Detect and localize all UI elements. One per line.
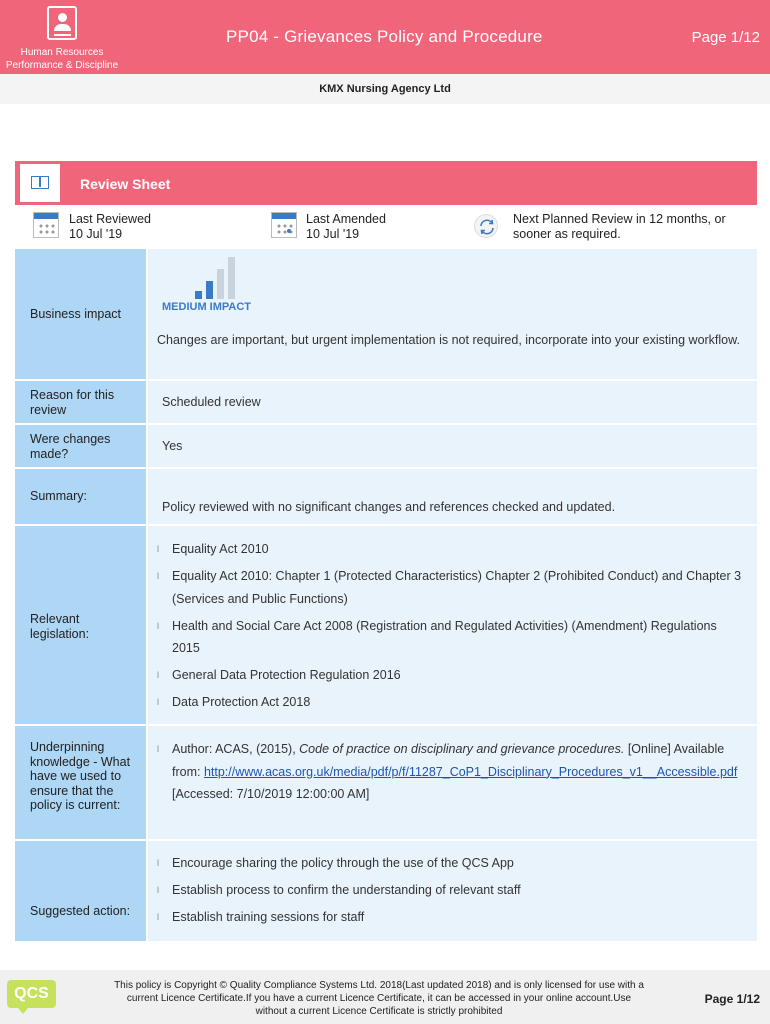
reference-list <box>157 738 745 810</box>
organisation-name: KMX Nursing Agency Ltd <box>0 74 770 104</box>
department-label: Human Resources Performance & Discipline <box>5 47 119 71</box>
list-item: l Data Protection Act 2018 <box>157 695 311 709</box>
underpinning-row <box>15 726 757 841</box>
summary-label: Summary: <box>15 469 146 524</box>
impact-bar <box>228 257 235 299</box>
last-amended: Last Amended 10 Jul '19 <box>306 212 386 241</box>
legislation-value <box>148 526 757 724</box>
business-impact-label: Business impact <box>15 249 146 379</box>
reason-label: Reason for this review <box>15 381 146 423</box>
header-page-number: Page 1/12 <box>691 29 760 46</box>
review-sheet-title: Review Sheet <box>80 176 171 192</box>
legislation-label: Relevant legislation: <box>15 526 146 724</box>
business-impact-value <box>148 249 757 379</box>
list-item: l Encourage sharing the policy through the use of the QCS App <box>157 856 514 870</box>
underpinning-value <box>148 726 757 839</box>
reason-row <box>15 381 757 425</box>
list-item: l Author: ACAS, (2015), Code of practice on disciplinary and grievance procedures. [Online] Available from: http://www.acas.org.uk/media/pdf/p/f/11287_CoP1_Disciplinary_Procedures_v1__Accessible.pdf [Accessed: 7/10/2019 12:00:00 AM] <box>157 742 738 801</box>
document-title: PP04 - Grievances Policy and Procedure <box>226 27 543 46</box>
legislation-list <box>157 538 745 718</box>
impact-bar <box>206 281 213 299</box>
qcs-logo: QCS <box>7 980 56 1008</box>
calendar-icon <box>33 212 59 238</box>
summary-row <box>15 469 757 526</box>
underpinning-label: Underpinning knowledge - What have we used to ensure that the policy is current: <box>15 726 146 839</box>
refresh-icon <box>474 214 498 238</box>
reference-title: Code of practice on disciplinary and grievance procedures. <box>299 742 625 756</box>
review-sheet-header <box>15 161 757 205</box>
hr-badge-icon <box>47 6 77 40</box>
impact-bar <box>217 269 224 299</box>
list-item: l Establish process to confirm the understanding of relevant staff <box>157 883 521 897</box>
page-header <box>0 0 770 74</box>
business-impact-row <box>15 249 757 381</box>
impact-level-bars-icon <box>195 257 239 299</box>
changes-label: Were changes made? <box>15 425 146 467</box>
list-item: l General Data Protection Regulation 2016 <box>157 668 401 682</box>
legislation-row <box>15 526 757 726</box>
list-item: l Equality Act 2010 <box>157 542 269 556</box>
last-reviewed: Last Reviewed 10 Jul '19 <box>69 212 151 241</box>
list-item: l Health and Social Care Act 2008 (Registration and Regulated Activities) (Amendment) Regulations 2015 <box>157 618 717 655</box>
review-dates <box>15 205 757 249</box>
calendar-icon <box>271 212 297 238</box>
footer-page-number: Page 1/12 <box>704 992 760 1006</box>
impact-bar <box>195 291 202 299</box>
suggested-action-value <box>148 841 757 941</box>
open-book-icon <box>20 164 60 202</box>
copyright-notice: This policy is Copyright © Quality Compliance Systems Ltd. 2018(Last updated 2018) and is only licensed for use with a current Licence Certificate.If you have a current Licence Certificate, it can be accessed in your online account.Use without a current Licence Certificate is strictly prohibited <box>114 980 644 1017</box>
impact-level: MEDIUM IMPACT <box>162 301 252 313</box>
suggested-action-list <box>157 852 745 933</box>
suggested-action-label: Suggested action: <box>15 841 146 941</box>
impact-description: Changes are important, but urgent implementation is not required, incorporate into your existing workflow. <box>157 333 740 347</box>
list-item: l Equality Act 2010: Chapter 1 (Protected Characteristics) Chapter 2 (Prohibited Conduct) and Chapter 3 (Services and Public Functions) <box>157 569 742 606</box>
summary-value: Policy reviewed with no significant changes and references checked and updated. <box>148 469 757 524</box>
next-planned-review: Next Planned Review in 12 months, or sooner as required. <box>513 212 726 241</box>
reason-value: Scheduled review <box>148 381 757 423</box>
suggested-action-row <box>15 841 757 941</box>
changes-row <box>15 425 757 469</box>
page-footer <box>0 970 770 1024</box>
changes-value: Yes <box>148 425 757 467</box>
list-item: l Establish training sessions for staff <box>157 910 365 924</box>
reference-link[interactable]: http://www.acas.org.uk/media/pdf/p/f/11287_CoP1_Disciplinary_Procedures_v1__Accessible.pdf <box>203 764 738 779</box>
